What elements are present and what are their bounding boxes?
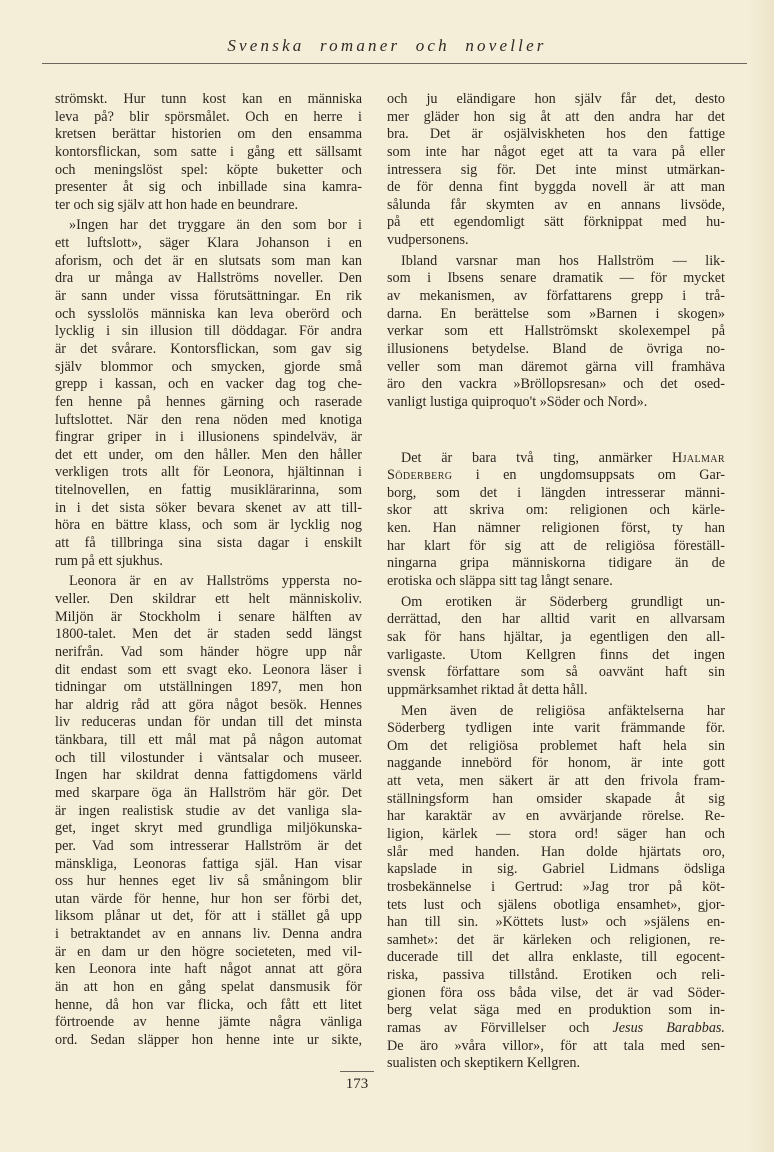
text-line: han till sin. »Köttets lust» och »själens en- xyxy=(387,914,725,931)
text-line: 1800-talet. Men det är staden sedd längst xyxy=(55,626,362,643)
text-line: fen henne på hennes gärning och raserade xyxy=(55,393,362,410)
text-line: är en dam ur den högre societeten, med vil- xyxy=(55,943,362,960)
text-line xyxy=(387,467,725,485)
right-column xyxy=(387,91,725,1076)
text-line: dit endast som ett svagt eko. Leonora läser i xyxy=(55,661,362,678)
text-line: och ju eländigare hon själv får det, desto xyxy=(387,91,725,107)
text-line: av mekanismen, av författarens grepp i trå- xyxy=(387,288,725,305)
text-line: än att hon en gång spelat dansmusik för xyxy=(55,979,362,996)
text-line xyxy=(387,450,725,468)
text-line: och meningslöst spel: köpte buketter och xyxy=(55,161,362,178)
running-title: Svenska romaner och noveller xyxy=(227,36,547,55)
text-line: illusionens betydelse. Bland de övriga no- xyxy=(387,340,725,357)
text-line: derrättad, den har alltid varit en allvarsam xyxy=(387,611,725,628)
text-line: Ingen har skildrat denna fattigdomens värld xyxy=(55,767,362,784)
text-line: Ibland varsnar man hos Hallström — lik- xyxy=(401,252,725,269)
text-line: i betraktandet av en annans liv. Denna andra xyxy=(55,926,362,943)
text-line: utan värde för henne, hur hon ser förbi det, xyxy=(55,890,362,907)
text-line: ter och sig själv att hon hade en beundrare. xyxy=(55,196,299,213)
text-line: Miljön är Stockholm i senare hälften av xyxy=(55,608,362,625)
paragraph xyxy=(55,573,362,1049)
text-line: borg, som det i längden intresserar männi- xyxy=(387,484,725,501)
text-line: och sysslolös människa kan leva oberörd och xyxy=(55,305,362,322)
text-line: gionen föra oss båda vilse, det är vad Söder- xyxy=(387,984,725,1001)
text-line: som inte har något eget att ta vara på eller xyxy=(387,143,725,160)
text-line: sålunda får skymten av en annans livsöde, xyxy=(387,196,725,213)
page-number-rule xyxy=(340,1071,374,1072)
text-line: veller som man däremot gärna vill framhäva xyxy=(387,358,725,375)
text-line: som i Ibsens senare dramatik — för mycket xyxy=(387,270,725,287)
text-line: kontorsflickan, som satte i gång ett sällsamt xyxy=(55,143,362,160)
text-line: ett luftslott», säger Klara Johanson i en xyxy=(55,235,362,252)
text-line xyxy=(387,1020,725,1038)
header-rule xyxy=(42,63,747,64)
text-line: samhet»: det är kärleken och religionen, re- xyxy=(387,931,725,948)
text-line: Om erotiken är Söderberg grundligt un- xyxy=(401,593,725,610)
text-line: aforism, och det är en slutsats som man kan xyxy=(55,252,362,269)
text-line: verkar som ett Hallströmskt skolexempel på xyxy=(387,323,725,340)
text-line: ken. Han nämner religionen först, ty han xyxy=(387,520,725,537)
text-line: oss hur hennes eget liv så småningom blir xyxy=(55,873,362,890)
paragraph xyxy=(387,450,725,591)
text-line: riska, passiva tillstånd. Erotiken och reli- xyxy=(387,967,725,984)
text-line: presenter åt sig och inbillade sina kamra- xyxy=(55,179,362,196)
text-line: Leonora är en av Hallströms yppersta no- xyxy=(69,573,362,590)
text-line: ningarna gripa människorna tidigare än de xyxy=(387,555,725,572)
paragraph xyxy=(55,91,362,214)
text-line: liv reduceras undan för undan till det minsta xyxy=(55,714,362,731)
text-line: nerifrån. Vad som händer högre upp når xyxy=(55,643,362,660)
small-caps-name: Hjalmar xyxy=(671,449,725,466)
text-segment: i en ungdomsuppsats om Gar- xyxy=(452,467,725,484)
text-line: fingrar griper in i illusionens spindelväv, är xyxy=(55,429,362,446)
text-line: det ett under, om den håller. Men den håller xyxy=(55,446,362,463)
text-line: grepp i kassan, och en vacker dag tog che- xyxy=(55,376,362,393)
text-line: själv blommor och smycken, gjorde små xyxy=(55,358,362,375)
small-caps-name: Söderberg xyxy=(387,467,453,484)
text-line: och till vilostunder i väntsalar och museer. xyxy=(55,749,362,766)
italic-title: Jesus Barabbas. xyxy=(612,1020,725,1037)
text-line: har aldrig råd att göra något besök. Hennes xyxy=(55,696,362,713)
text-line: vanligt lustiga quiproquo't »Söder och Nord». xyxy=(387,393,648,410)
text-line: ligion, kärlek — stora ord! säger han och xyxy=(387,825,725,842)
text-line: ord. Sedan släpper hon henne inte ur sikte, xyxy=(55,1031,362,1048)
paragraph xyxy=(387,703,725,1073)
text-line: vudpersonens. xyxy=(387,232,469,249)
paragraph xyxy=(55,217,362,570)
text-line: get, inget skryt med grundliga miljökunska- xyxy=(55,820,362,837)
text-line: är sann under vissa förutsättningar. En rik xyxy=(55,288,362,305)
text-line: ken Leonora inte haft något annat att göra xyxy=(55,961,362,978)
text-line: kretsen berättar historien om den ensamma xyxy=(55,126,362,143)
text-segment: Det är bara två ting, anmärker xyxy=(401,449,672,466)
text-line: verkligen trots allt för Leonora, hjältinnan i xyxy=(55,464,362,481)
text-line: naggande innebörd för honom, är inte gott xyxy=(387,755,725,772)
text-line: höra en bättre klass, och som är lycklig nog xyxy=(55,517,362,534)
text-line: lycklig i sin illusion till döddagar. För andra xyxy=(55,323,362,340)
text-line: in i det sista söker bevara skenet av att till- xyxy=(55,499,362,516)
text-line: luftslottet. När den rena nöden med knotiga xyxy=(55,411,362,428)
text-line: sak för hans hjältar, ja egentligen den all- xyxy=(387,628,725,645)
text-line: »Ingen har det tryggare än den som bor i xyxy=(69,217,362,234)
text-line: att veta, men säkert är att den frivola fram- xyxy=(387,773,725,790)
text-line: uppmärksamhet riktad åt detta håll. xyxy=(387,681,588,698)
text-line: Om det religiösa problemet haft hela sin xyxy=(387,737,725,754)
text-line: på ett egendomligt sätt förknippat med hu- xyxy=(387,214,725,231)
text-line: mer gläder hon sig åt att den andra har det xyxy=(387,108,725,125)
text-line: bra. Det är osjälviskheten hos den fattige xyxy=(387,126,725,143)
text-line: sualisten och skeptikern Kellgren. xyxy=(387,1055,581,1072)
text-line: henne, då hon var flicka, och fått ett litet xyxy=(55,996,362,1013)
text-line: är ingen realistisk studie av det vanliga sla- xyxy=(55,802,362,819)
text-line: med skarpare öga än Hallström här gör. Det xyxy=(55,784,362,801)
text-line: Men även de religiösa anfäktelserna har xyxy=(401,702,725,719)
paragraph xyxy=(387,594,725,700)
text-line: ställningsform han omsider skapade åt sig xyxy=(387,790,725,807)
text-line: leva på? blir spörsmålet. Och en herre i xyxy=(55,108,362,125)
text-line: darna. En berättelse som »Barnen i skogen» xyxy=(387,305,725,322)
paragraph xyxy=(387,91,725,250)
text-line: de för denna fint byggda novell är att man xyxy=(387,179,725,196)
text-line: tänkbara, till ett mål mat på någon automat xyxy=(55,732,362,749)
text-line: är det svårare. Kontorsflickan, som gav sig xyxy=(55,340,362,357)
text-line: varligaste. Utom Kellgren finns det ingen xyxy=(387,646,725,663)
text-line: Söderberg tydligen inte varit främmande för. xyxy=(387,720,725,737)
text-segment: ramas av Förvillelser och xyxy=(387,1020,613,1037)
text-line: titelnovellen, en fattig musiklärarinna, som xyxy=(55,482,362,499)
text-line: per. Vad som intresserar Hallström är det xyxy=(55,837,362,854)
page-edge xyxy=(748,0,774,1152)
text-line: förtroende av henne jämte några vänliga xyxy=(55,1014,362,1031)
text-line: svensk författare som så oavvänt haft sin xyxy=(387,664,725,681)
text-line: mänskliga, Leonoras fattiga själ. Han visar xyxy=(55,855,362,872)
text-line: De äro »våra villor», för att tala med sen- xyxy=(387,1037,725,1054)
text-line: ducerade till det allra enklaste, till egocent- xyxy=(387,949,725,966)
paragraph xyxy=(387,253,725,412)
text-line: veller. Den skildrar ett helt människoliv. xyxy=(55,590,362,607)
page-number: 173 xyxy=(345,1076,369,1092)
text-line: trosbekännelse i Gertrud: »Jag tror på köt- xyxy=(387,878,725,895)
text-line: att få tillbringa sina sista dagar i enskilt xyxy=(55,535,362,552)
text-line: har klart för sig att de religiösa föreställ- xyxy=(387,537,725,554)
text-line: berg velat säga med en produktion som in- xyxy=(387,1002,725,1019)
text-line: äro den vackra »Bröllopsresan» och det osed- xyxy=(387,376,725,393)
text-line: har karaktär av en avvärjande rörelse. Re- xyxy=(387,808,725,825)
text-line: strömskt. Hur tunn kost kan en människa xyxy=(55,91,362,107)
text-line: liksom plånar ut det, för att i stället gå upp xyxy=(55,908,362,925)
text-line: intressera sig för. Det inte minst utmärkan- xyxy=(387,161,725,178)
text-line: skor att skriva om: religionen och kärle- xyxy=(387,502,725,519)
text-line: kapslade in sig. Gabriel Lidmans ödsliga xyxy=(387,861,725,878)
text-line: rum på ett sjukhus. xyxy=(55,552,163,569)
text-line: tidningar om utställningen 1897, men hon xyxy=(55,679,362,696)
text-line: dra ur många av Hallströms noveller. Den xyxy=(55,270,362,287)
text-line: erotiska och släppa sitt tag långt senare. xyxy=(387,573,613,590)
text-line: tets lust och själens obotliga ensamhet», gjor- xyxy=(387,896,725,913)
left-column xyxy=(55,91,362,1053)
text-line: slår med handen. Han dolde hjärtats oro, xyxy=(387,843,725,860)
